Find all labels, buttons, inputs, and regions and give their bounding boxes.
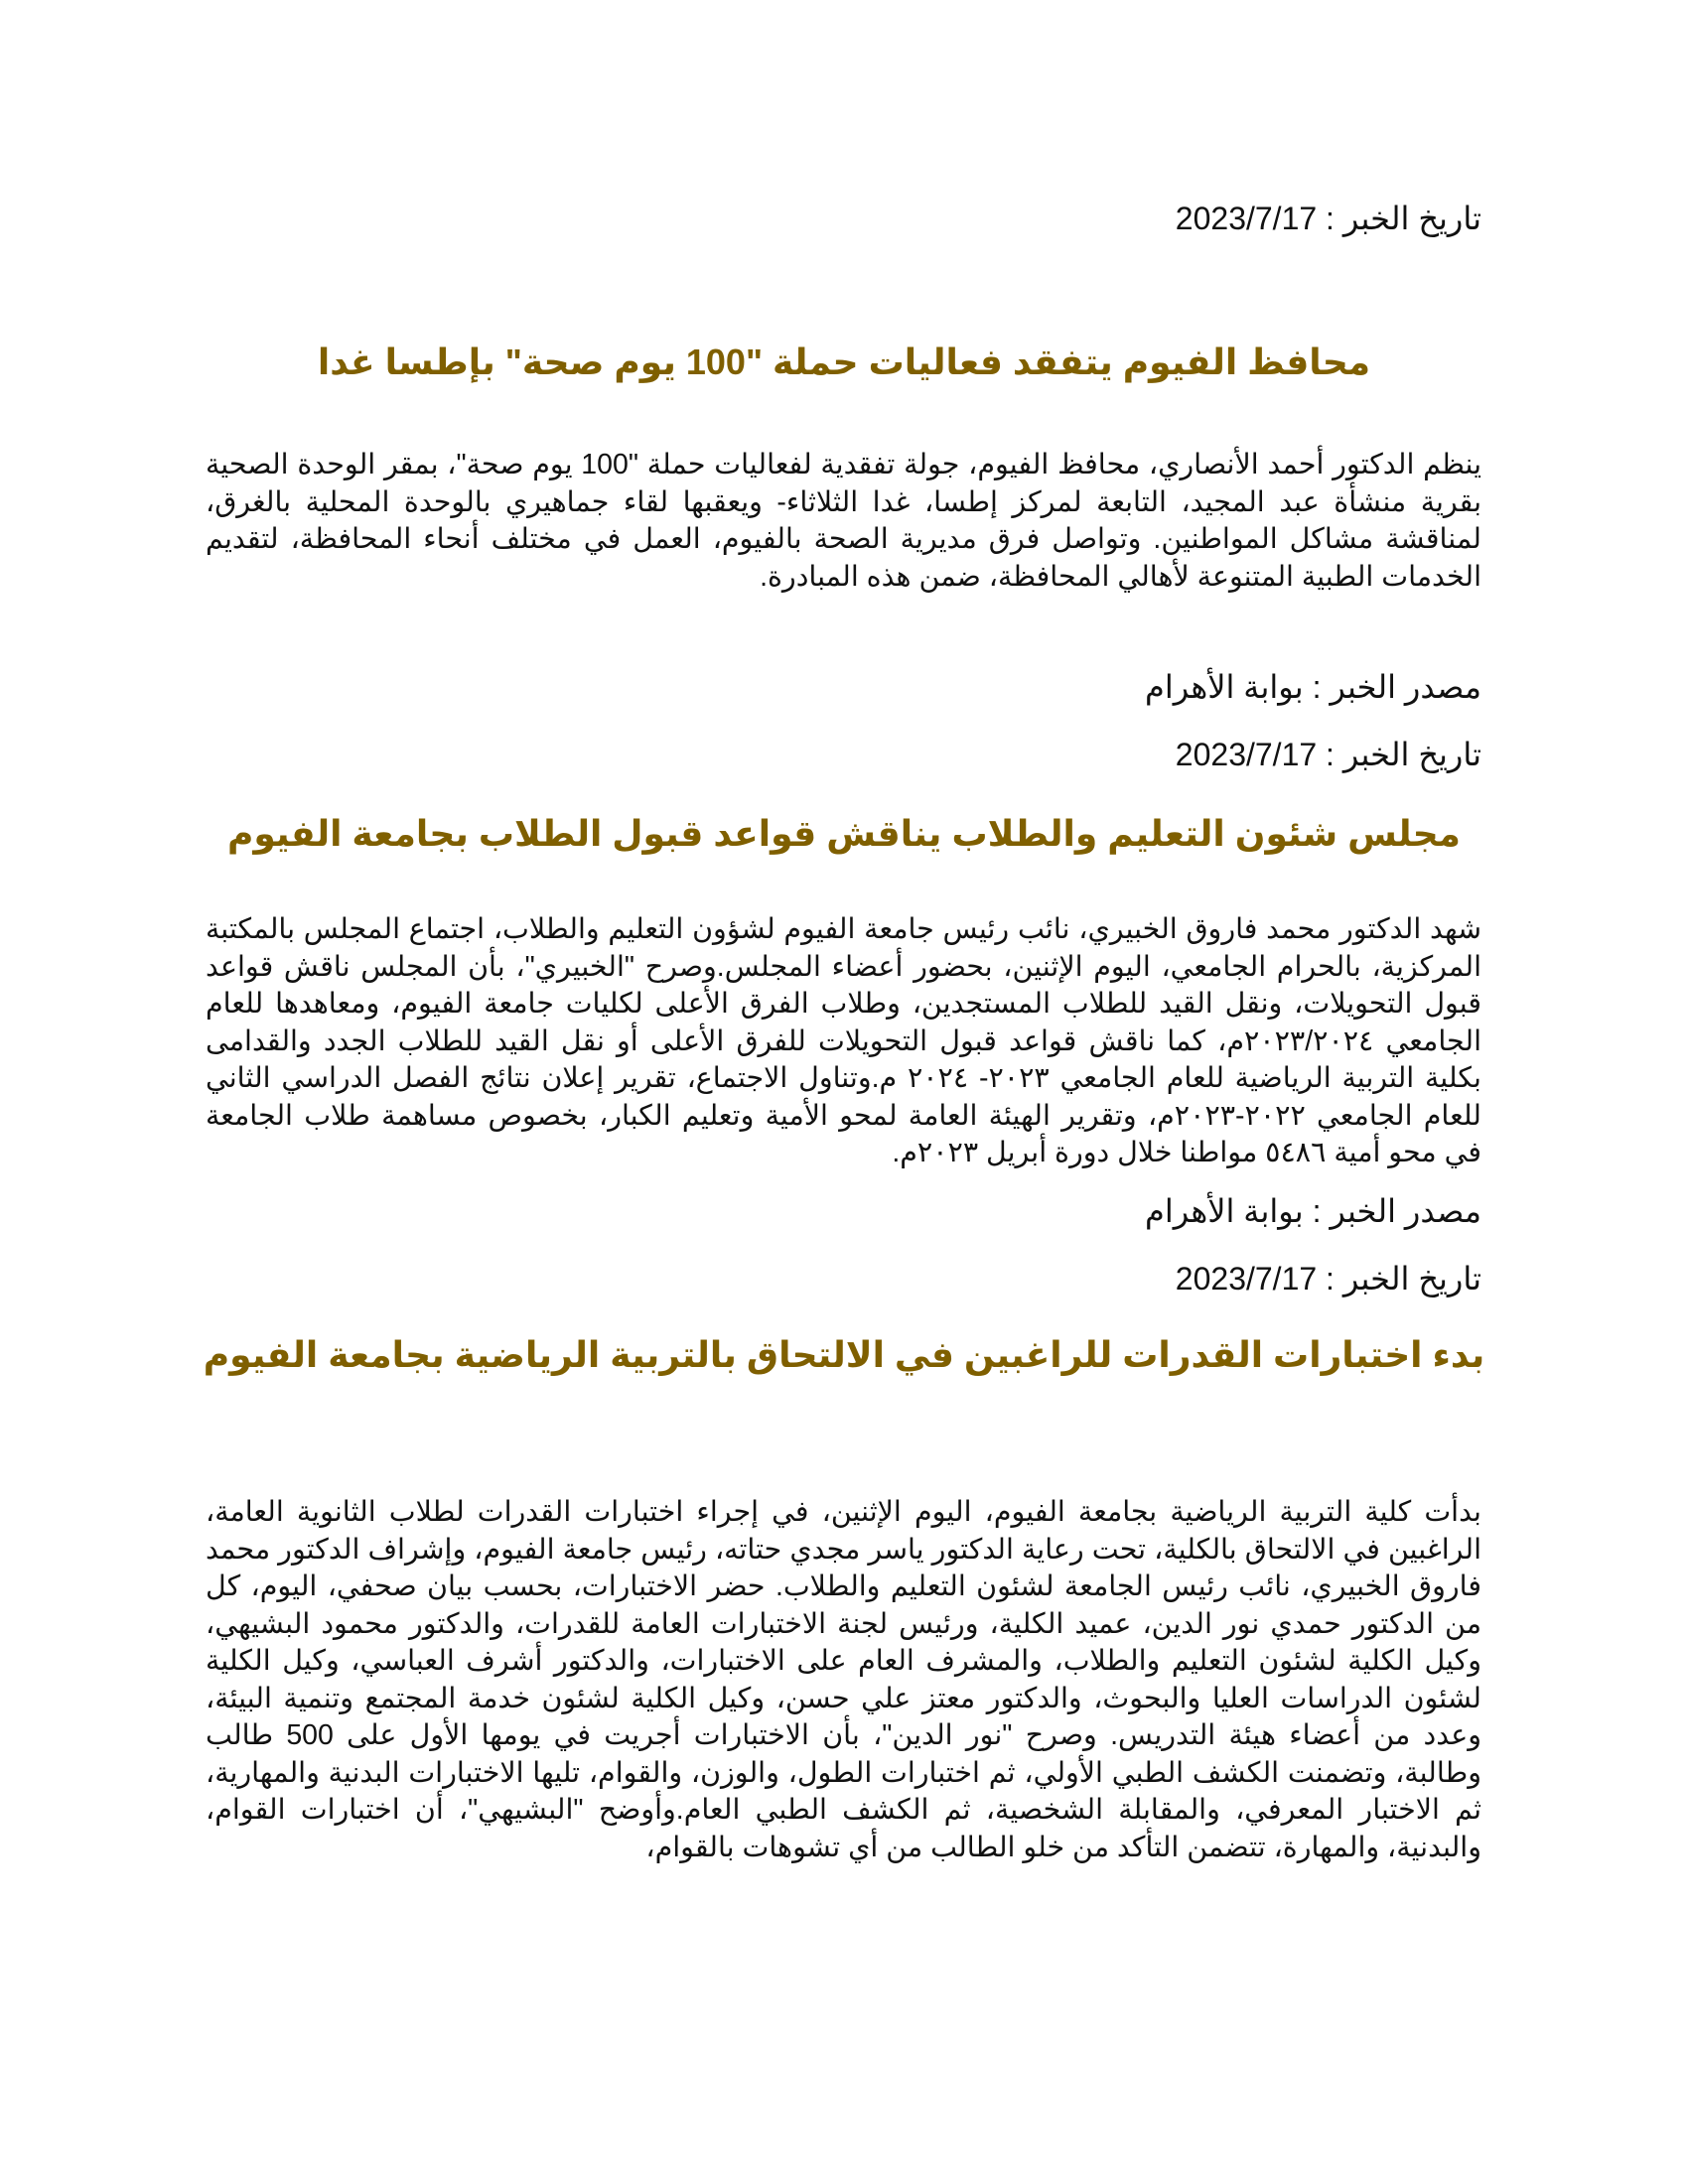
article-3-body: بدأت كلية التربية الرياضية بجامعة الفيوم، اليوم الإثنين، في إجراء اختبارات القدرات لطلاب الثانوية العامة، الراغبين في الالتحاق بالكلية، تحت رعاية الدكتور ياسر مجدي حتاته، رئيس جامعة الفيوم، وإشراف الدكتور محمد فاروق الخبيري، نائب رئيس الجامعة لشئون التعليم والطلاب. حضر الاختبارات، بحسب بيان صحفي، اليوم، كل من الدكتور حمدي نور الدين، عميد الكلية، ورئيس لجنة الاختبارات العامة للقدرات، والدكتور محمود البشيهي، وكيل الكلية لشئون التعليم والطلاب، والمشرف العام على الاختبارات، والدكتور أشرف العباسي، وكيل الكلية لشئون الدراسات العليا والبحوث، والدكتور معتز علي حسن، وكيل الكلية لشئون خدمة المجتمع وتنمية البيئة، وعدد من أعضاء هيئة التدريس. وصرح "نور الدين"، بأن الاختبارات أجريت في يومها الأول على 500 طالب وطالبة، وتضمنت الكشف الطبي الأولي، ثم اختبارات الطول، والوزن، والقوام، تليها الاختبارات البدنية والمهارية، ثم الاختبار المعرفي، والمقابلة الشخصية، ثم الكشف الطبي العام.وأوضح "البشيهي"، أن اختبارات القوام، والبدنية، والمهارة، تتضمن التأكد من خلو الطالب من أي تشوهات بالقوام،	[206, 1496, 1481, 1863]
article-1-title: محافظ الفيوم يتفقد فعاليات حملة "100 يوم صحة" بإطسا غدا	[317, 341, 1371, 382]
article-1-date: تاريخ الخبر : 2023/7/17	[1175, 201, 1481, 236]
article-2-title: مجلس شئون التعليم والطلاب يناقش قواعد قبول الطلاب بجامعة الفيوم	[227, 813, 1461, 854]
article-3-title: بدء اختبارات القدرات للراغبين في الالتحاق بالتربية الرياضية بجامعة الفيوم	[203, 1334, 1485, 1375]
article-2-date: تاريخ الخبر : 2023/7/17	[1175, 737, 1481, 772]
article-2-source: مصدر الخبر : بوابة الأهرام	[1145, 1193, 1481, 1229]
article-1-body: ينظم الدكتور أحمد الأنصاري، محافظ الفيوم، جولة تفقدية لفعاليات حملة "100 يوم صحة"، بمقر الوحدة الصحية بقرية منشأة عبد المجيد، التابعة لمركز إطسا، غدا الثلاثاء- ويعقبها لقاء جماهيري بالوحدة المحلية بالغرق، لمناقشة مشاكل المواطنين. وتواصل فرق مديرية الصحة بالفيوم، العمل في مختلف أنحاء المحافظة، لتقديم الخدمات الطبية المتنوعة لأهالي المحافظة، ضمن هذه المبادرة.	[206, 449, 1481, 593]
article-1-source: مصدر الخبر : بوابة الأهرام	[1145, 669, 1481, 705]
article-2-body: شهد الدكتور محمد فاروق الخبيري، نائب رئيس جامعة الفيوم لشؤون التعليم والطلاب، اجتماع المجلس بالمكتبة المركزية، بالحرام الجامعي، اليوم الإثنين، بحضور أعضاء المجلس.وصرح "الخبيري"، بأن المجلس ناقش قواعد قبول التحويلات، ونقل القيد للطلاب المستجدين، وطلاب الفرق الأعلى لكليات جامعة الفيوم، ومعاهدها للعام الجامعي ٢٠٢٣/٢٠٢٤م، كما ناقش قواعد قبول التحويلات للفرق الأعلى أو نقل القيد للطلاب الجدد والقدامى بكلية التربية الرياضية للعام الجامعي ٢٠٢٣- ٢٠٢٤ م.وتناول الاجتماع، تقرير إعلان نتائج الفصل الدراسي الثاني للعام الجامعي ٢٠٢٢-٢٠٢٣م، وتقرير الهيئة العامة لمحو الأمية وتعليم الكبار، بخصوص مساهمة طلاب الجامعة في محو أمية ٥٤٨٦ مواطنا خلال دورة أبريل ٢٠٢٣م.	[206, 913, 1482, 1168]
article-3-date: تاريخ الخبر : 2023/7/17	[1175, 1261, 1481, 1297]
